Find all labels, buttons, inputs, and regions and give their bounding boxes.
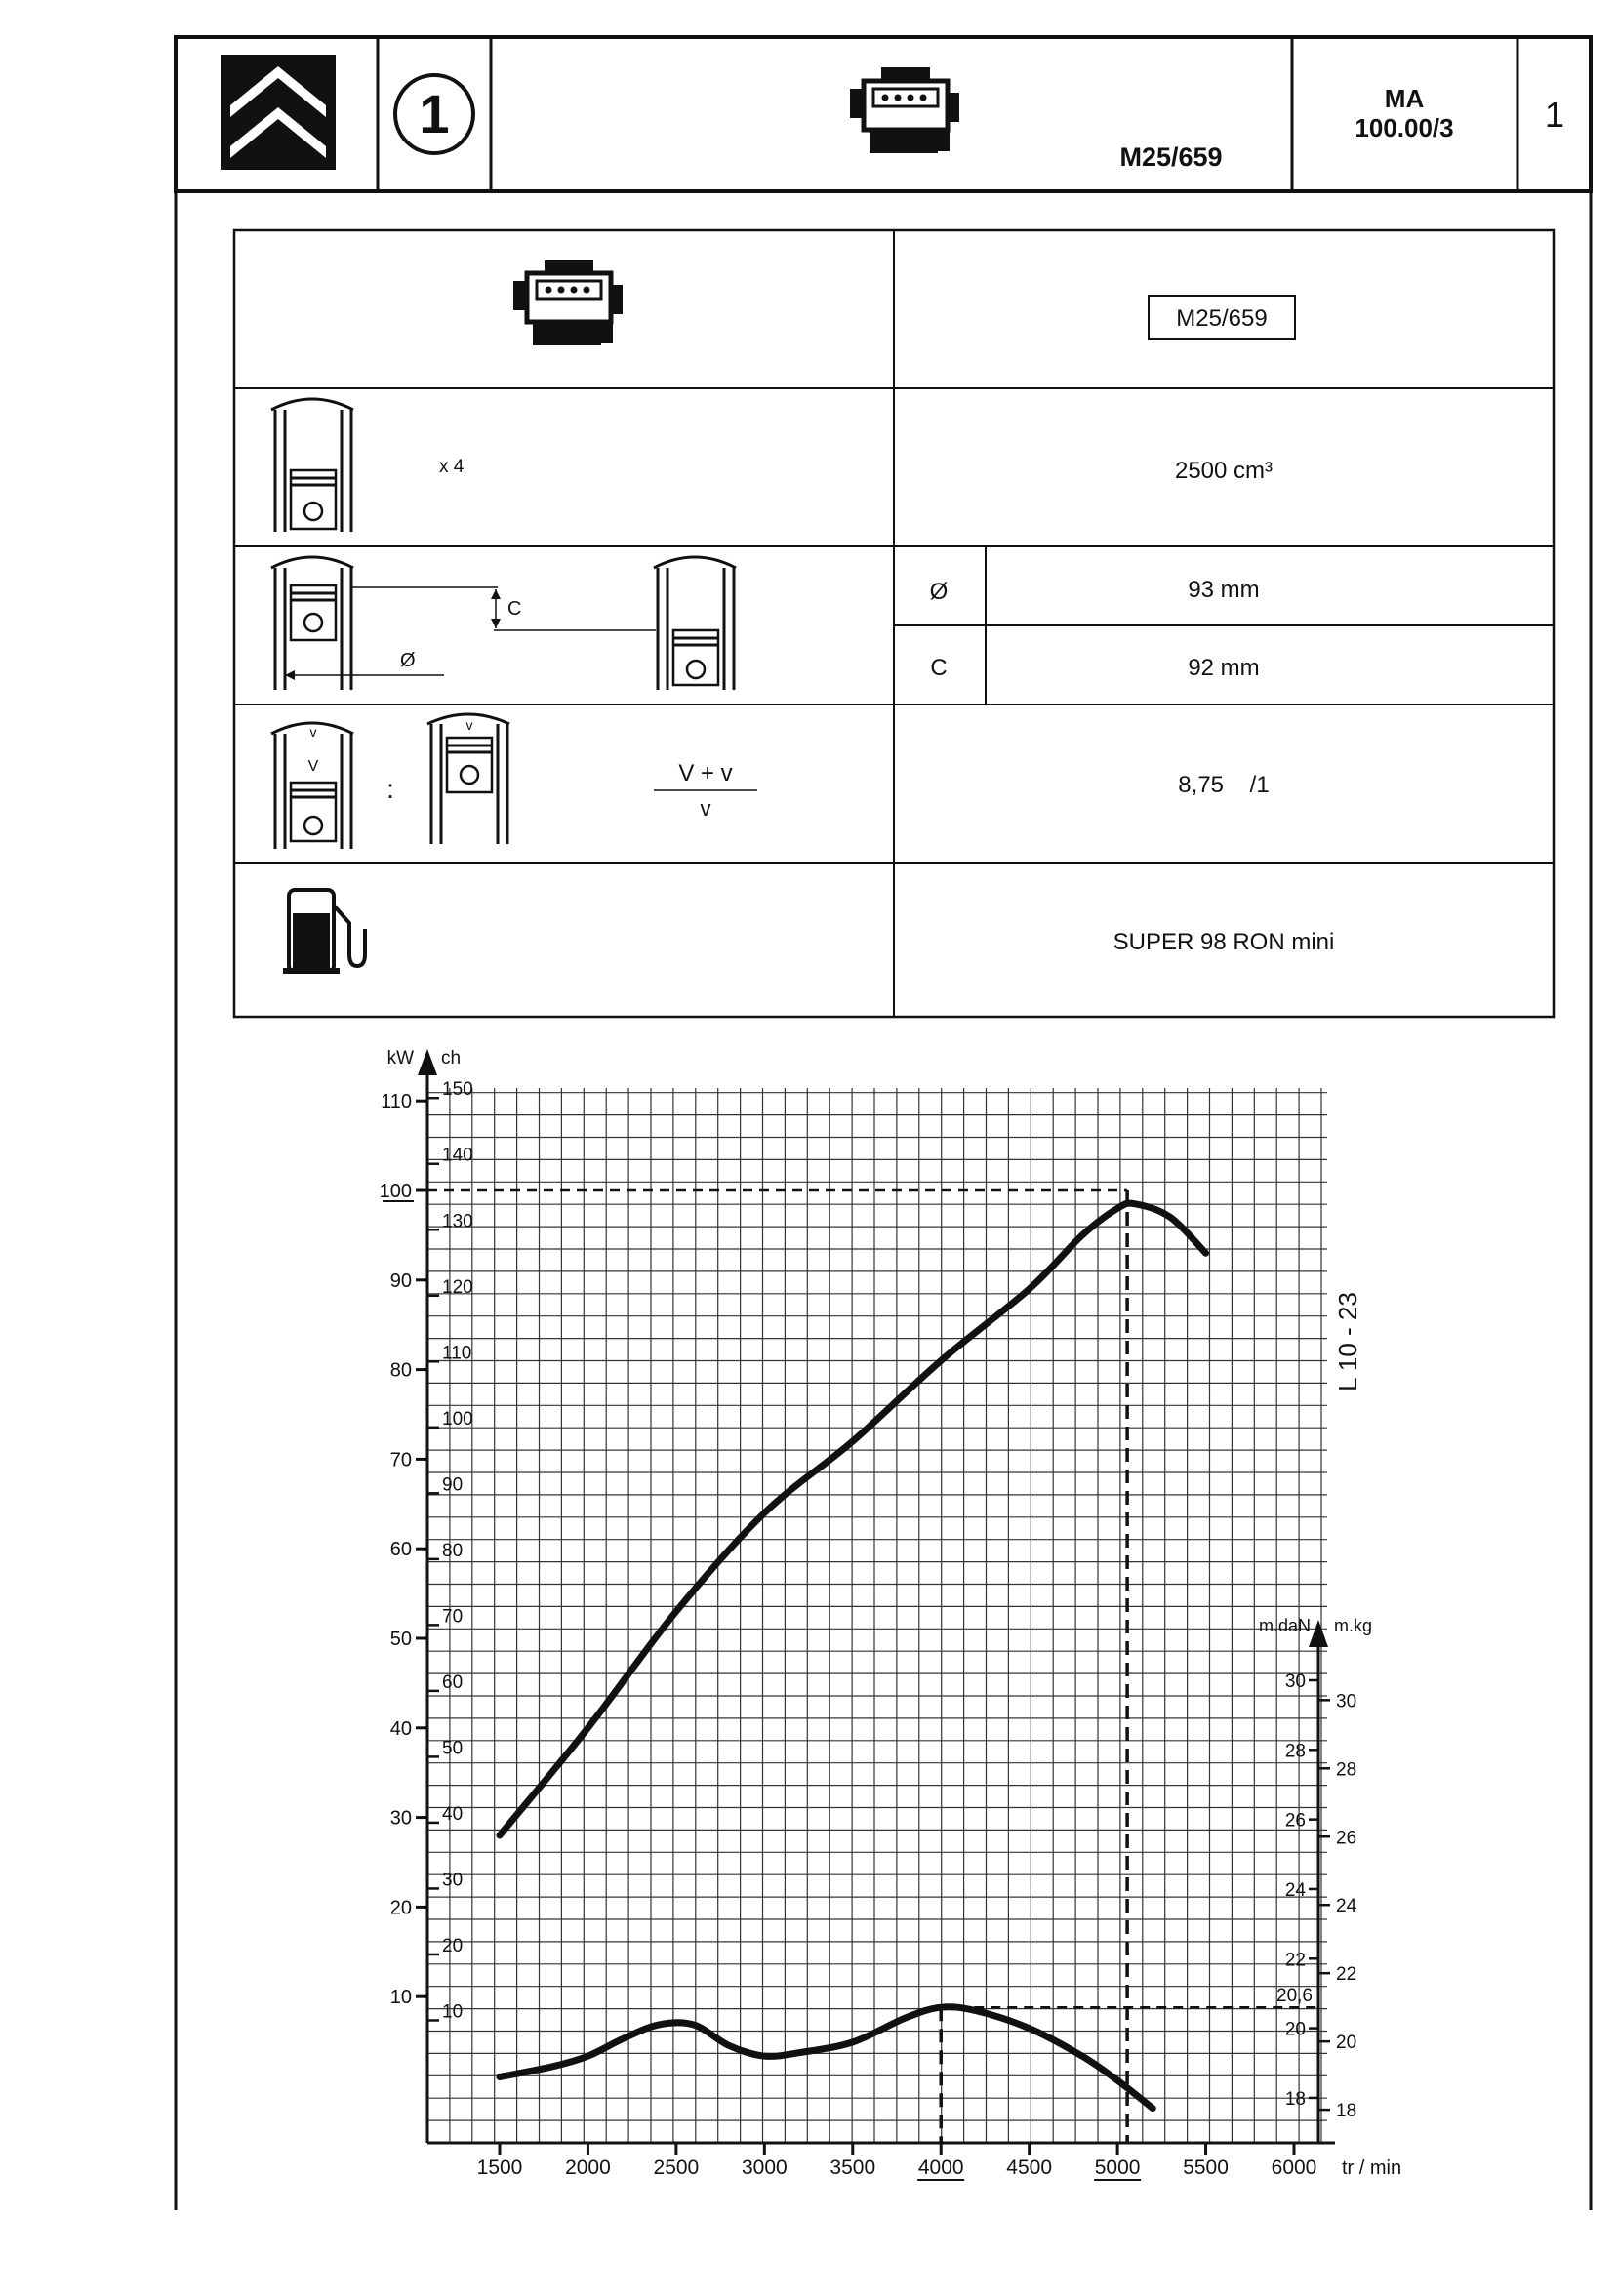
- mdan-tick-label: 24: [1284, 1879, 1306, 1901]
- x-tick-label: 2500: [653, 2156, 700, 2179]
- compression-formula-top: V + v: [678, 760, 733, 786]
- mdan-tick-label: 26: [1284, 1810, 1306, 1832]
- mdan-tick-label: 18: [1284, 2088, 1306, 2110]
- cylinder-icon: [271, 399, 353, 532]
- side-annotation: L 10 - 23: [1333, 1292, 1362, 1391]
- compression-small-v-2: v: [465, 717, 473, 733]
- x-tick-label: 6000: [1271, 2156, 1317, 2179]
- page-number: 1: [1544, 95, 1565, 135]
- ch-tick-label: 50: [442, 1738, 464, 1759]
- mkg-tick-label: 28: [1336, 1759, 1357, 1781]
- kw-tick-label: 100: [379, 1181, 412, 1202]
- kw-tick-label: 70: [389, 1449, 412, 1471]
- x-tick-label: 3500: [829, 2156, 876, 2179]
- mkg-tick-label: 18: [1336, 2101, 1357, 2122]
- stroke-symbol: C: [930, 655, 948, 681]
- ch-tick-label: 140: [442, 1145, 473, 1166]
- ch-tick-label: 20: [442, 1935, 464, 1956]
- x-tick-label: 2000: [565, 2156, 611, 2179]
- x-tick-label: 3000: [741, 2156, 788, 2179]
- torque-curve: [500, 2007, 1153, 2109]
- ch-tick-label: 80: [442, 1540, 464, 1561]
- ch-tick-label: 130: [442, 1211, 473, 1232]
- compression-ratio-value: 8,75 /1: [1178, 772, 1270, 798]
- doc-ref-line2: 100.00/3: [1355, 113, 1454, 142]
- x-tick-label: 5500: [1183, 2156, 1229, 2179]
- ch-tick-label: 100: [442, 1408, 473, 1430]
- kw-tick-label: 20: [389, 1897, 412, 1919]
- stroke-diagram-label: C: [507, 598, 522, 620]
- kw-tick-label: 50: [389, 1629, 412, 1650]
- kw-tick-label: 30: [389, 1807, 412, 1830]
- mkg-tick-label: 26: [1336, 1828, 1357, 1849]
- kw-tick-label: 90: [389, 1269, 412, 1292]
- ch-tick-label: 70: [442, 1606, 464, 1628]
- bore-value: 93 mm: [1188, 577, 1260, 603]
- engine-icon: [850, 67, 959, 153]
- engine-type-value: M25/659: [1176, 305, 1268, 332]
- fuel-pump-icon: [283, 890, 365, 974]
- page-badge: [395, 75, 473, 153]
- page-badge-number: 1: [419, 83, 450, 144]
- mdan-tick-label: 20: [1284, 2019, 1306, 2040]
- x-tick-label: 1500: [476, 2156, 523, 2179]
- stroke-value: 92 mm: [1188, 655, 1260, 681]
- compression-formula-bottom: v: [700, 796, 711, 821]
- bore-diagram-label: Ø: [400, 650, 416, 671]
- power-torque-chart: [380, 1048, 1402, 2180]
- fuel-value: SUPER 98 RON mini: [1112, 929, 1335, 955]
- ch-tick-label: 150: [442, 1079, 473, 1101]
- doc-ref-line1: MA: [1384, 84, 1425, 113]
- ch-tick-label: 40: [442, 1803, 464, 1825]
- cylinders-mult: x 4: [439, 457, 465, 477]
- x-tick-label: 4000: [917, 2156, 964, 2179]
- y-axis-right-arrow: [1309, 1620, 1328, 1647]
- header-engine-code: M25/659: [1119, 142, 1223, 172]
- mkg-tick-label: 22: [1336, 1964, 1357, 1986]
- spec-table: [234, 230, 1554, 1017]
- ch-tick-label: 110: [442, 1343, 472, 1364]
- y-left-unit-kw: kW: [386, 1048, 414, 1068]
- displacement-value: 2500 cm³: [1174, 458, 1274, 484]
- mdan-tick-label: 30: [1284, 1672, 1306, 1692]
- x-axis-label: tr / min: [1342, 2157, 1402, 2179]
- kw-tick-label: 80: [389, 1359, 412, 1382]
- kw-tick-label: 60: [389, 1539, 412, 1561]
- y-left-unit-ch: ch: [441, 1048, 462, 1068]
- x-tick-label: 4500: [1006, 2156, 1053, 2179]
- compression-large-v: V: [307, 758, 319, 775]
- compression-small-v-1: v: [309, 724, 317, 740]
- y-right-unit-mkg: m.kg: [1334, 1616, 1373, 1635]
- ch-tick-label: 120: [442, 1276, 473, 1298]
- ch-tick-label: 30: [442, 1870, 464, 1891]
- kw-tick-label: 40: [389, 1717, 412, 1740]
- mkg-tick-label: 20: [1336, 2033, 1357, 2054]
- y-axis-left-arrow: [418, 1049, 437, 1075]
- mkg-tick-label: 30: [1336, 1691, 1357, 1712]
- brand-logo: [221, 55, 336, 170]
- mkg-tick-label: 24: [1336, 1896, 1357, 1917]
- ch-tick-label: 10: [442, 2001, 464, 2023]
- mdan-tick-label: 22: [1284, 1950, 1306, 1971]
- max-torque-label: 20,6: [1276, 1986, 1313, 2007]
- kw-tick-label: 110: [381, 1091, 412, 1113]
- compression-colon: :: [386, 774, 394, 804]
- mdan-tick-label: 28: [1284, 1741, 1306, 1762]
- bore-symbol: Ø: [929, 579, 949, 605]
- bore-stroke-icon: [271, 557, 736, 690]
- y-right-unit-mdan: m.daN: [1258, 1616, 1311, 1635]
- x-tick-label: 5000: [1094, 2156, 1141, 2179]
- engine-type-icon: [513, 260, 623, 345]
- ch-tick-label: 90: [442, 1474, 464, 1496]
- kw-tick-label: 10: [389, 1987, 412, 2009]
- ch-tick-label: 60: [442, 1672, 464, 1693]
